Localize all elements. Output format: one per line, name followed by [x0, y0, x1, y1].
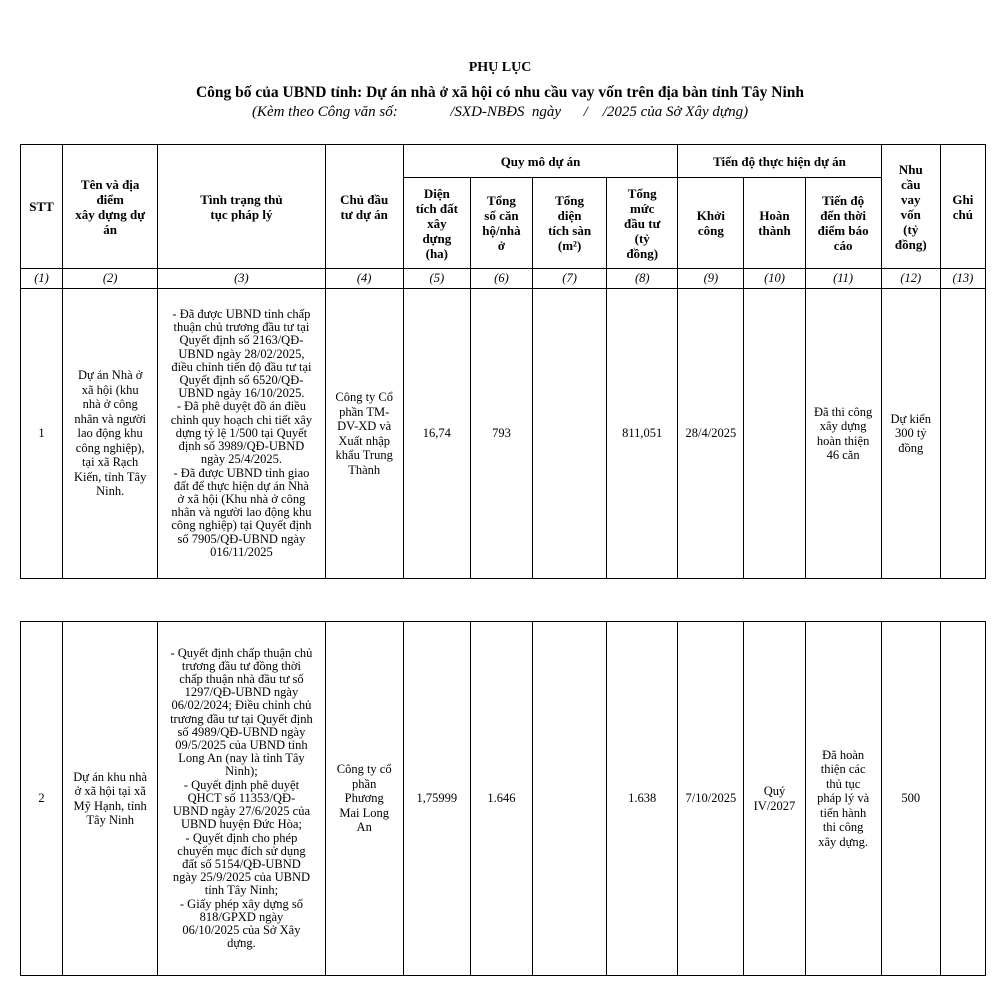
table-row — [21, 289, 986, 579]
header-project-name: Tên và địa điểm xây dựng dự án — [63, 145, 158, 269]
header-start-date: Khởi công — [678, 178, 744, 269]
row-current-progress: Đã thi công xây dựng hoàn thiện 46 căn — [805, 289, 881, 579]
row-completion — [744, 289, 805, 579]
row-loan-demand: Dự kiến 300 tỷ đồng — [881, 289, 940, 579]
document-subtitle: (Kèm theo Công văn số: /SXD-NBĐS ngày / /2025 của Sở Xây dựng) — [251, 104, 749, 120]
row-unit-count: 793 — [470, 289, 532, 579]
row-project-name: Dự án Nhà ở xã hội (khu nhà ở công nhân và người lao động khu công nghiệp), tại xã Rạch Kiến, tỉnh Tây Ninh. — [63, 289, 158, 579]
row-completion: Quý IV/2027 — [744, 622, 805, 976]
column-number: (7) — [533, 269, 607, 289]
column-number: (2) — [63, 269, 158, 289]
column-number: (13) — [940, 269, 985, 289]
column-number: (5) — [403, 269, 470, 289]
header-unit-count: Tổng số căn hộ/nhà ở — [470, 178, 532, 269]
row-legal-status: - Quyết định chấp thuận chủ trương đầu tư đồng thời chấp thuận nhà đầu tư số 1297/QĐ-UBND ngày 06/02/2024; Điều chỉnh chủ trương đầu tư tại Quyết định số 4989/QĐ-UBND ngày 09/5/2025 của UBND tỉnh Long An (nay là tỉnh Tây Ninh); - Quyết định phê duyệt QHCT số 11353/QĐ- UBND ngày 27/6/2025 của UBND huyện Đức Hòa; - Quyết định cho phép chuyển mục đích sử dụng đất số 5154/QĐ-UBND ngày 25/9/2025 của UBND tỉnh Tây Ninh; - Giấy phép xây dựng số 818/GPXD ngày 06/10/2025 của Sở Xây dựng. — [158, 622, 325, 976]
header-total-investment: Tổng mức đầu tư (tỷ đồng) — [607, 178, 678, 269]
row-investor: Công ty cổ phần Phương Mai Long An — [325, 622, 403, 976]
table-row — [21, 622, 986, 976]
column-number: (6) — [470, 269, 532, 289]
header-legal-status: Tình trạng thủ tục pháp lý — [158, 145, 325, 269]
header-current-progress: Tiến độ đến thời điểm báo cáo — [805, 178, 881, 269]
column-number: (3) — [158, 269, 325, 289]
header-loan-demand: Nhu cầu vay vốn (tỷ đồng) — [881, 145, 940, 269]
column-number-row — [21, 269, 986, 289]
row-stt: 1 — [21, 289, 63, 579]
header-stt: STT — [21, 145, 63, 269]
header-floor-area: Tổng diện tích sàn (m²) — [533, 178, 607, 269]
row-stt: 2 — [21, 622, 63, 976]
header-progress: Tiến độ thực hiện dự án — [678, 145, 881, 178]
appendix-heading: PHỤ LỤC — [468, 60, 532, 75]
column-number: (12) — [881, 269, 940, 289]
document-title: Công bố của UBND tỉnh: Dự án nhà ở xã hội có nhu cầu vay vốn trên địa bàn tỉnh Tây Ninh — [195, 84, 805, 101]
project-table-continued — [20, 621, 986, 976]
row-current-progress: Đã hoàn thiện các thủ tục pháp lý và tiến hành thi công xây dựng. — [805, 622, 881, 976]
row-loan-demand: 500 — [881, 622, 940, 976]
column-number: (8) — [607, 269, 678, 289]
row-start-date: 7/10/2025 — [678, 622, 744, 976]
column-number: (10) — [744, 269, 805, 289]
row-unit-count: 1.646 — [470, 622, 532, 976]
header-land-area: Diện tích đất xây dựng (ha) — [403, 178, 470, 269]
row-total-investment: 811,051 — [607, 289, 678, 579]
header-completion: Hoàn thành — [744, 178, 805, 269]
row-total-investment: 1.638 — [607, 622, 678, 976]
row-investor: Công ty Cổ phần TM- DV-XD và Xuất nhập khẩu Trung Thành — [325, 289, 403, 579]
row-note — [940, 622, 985, 976]
row-floor-area — [533, 622, 607, 976]
header-investor: Chủ đầu tư dự án — [325, 145, 403, 269]
project-table — [20, 144, 986, 579]
row-start-date: 28/4/2025 — [678, 289, 744, 579]
row-project-name: Dự án khu nhà ở xã hội tại xã Mỹ Hạnh, tỉnh Tây Ninh — [63, 622, 158, 976]
row-note — [940, 289, 985, 579]
column-number: (1) — [21, 269, 63, 289]
column-number: (9) — [678, 269, 744, 289]
header-row-top — [21, 145, 986, 178]
row-land-area: 1,75999 — [403, 622, 470, 976]
row-land-area: 16,74 — [403, 289, 470, 579]
column-number: (4) — [325, 269, 403, 289]
header-project-scale: Quy mô dự án — [403, 145, 678, 178]
column-number: (11) — [805, 269, 881, 289]
row-floor-area — [533, 289, 607, 579]
header-note: Ghi chú — [940, 145, 985, 269]
row-legal-status: - Đã được UBND tỉnh chấp thuận chủ trương đầu tư tại Quyết định số 2163/QĐ- UBND ngày 28/02/2025, điều chỉnh tiến độ đầu tư tại Quyết định số 6520/QĐ- UBND ngày 16/10/2025. - Đã phê duyệt đồ án điều chỉnh quy hoạch chi tiết xây dựng tỷ lệ 1/500 tại Quyết định số 3989/QĐ-UBND ngày 25/4/2025. - Đã được UBND tỉnh giao đất để thực hiện dự án Nhà ở xã hội (Khu nhà ở công nhân và người lao động khu công nghiệp) tại Quyết định số 7905/QĐ-UBND ngày 016/11/2025 — [158, 289, 325, 579]
